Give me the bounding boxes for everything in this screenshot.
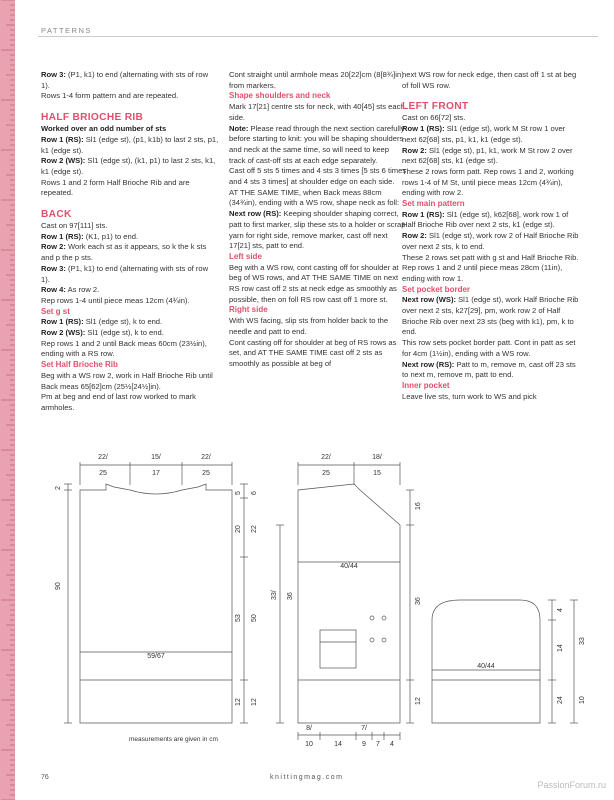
paragraph-lead: Row 1 (RS): (41, 317, 84, 327)
col2-block-2 (229, 102, 407, 252)
paragraph (229, 102, 407, 123)
back-r-6: 6 (251, 491, 258, 495)
col1-block-4 (41, 317, 219, 360)
paragraph (41, 392, 219, 413)
paragraph (229, 188, 407, 209)
paragraph-text: Leave live sts, turn work to WS and pick (402, 391, 537, 401)
back-r-20: 20 (235, 525, 242, 533)
front-b-7: 7/ (361, 725, 367, 732)
paragraph-lead: Next row (RS): (402, 359, 455, 369)
paragraph-text: Pm at beg and end of last row worked to mark armholes. (41, 392, 196, 412)
paragraph (402, 392, 580, 403)
heading-set-main-pattern: Set main pattern (402, 199, 465, 209)
paragraph (41, 264, 219, 285)
paragraph-lead: Row 2 (WS): (41, 328, 86, 338)
paragraph-text: These 2 rows form patt. Rep rows 1 and 2, working rows 1-4 of M St, until piece meas 12cm (4¾in), ending with row 2. (402, 166, 574, 198)
paragraph-text: Cast on 97[111] sts. (41, 221, 108, 231)
paragraph-text: Mark 17[21] centre sts for neck, with 40[45] sts each side. (229, 102, 405, 122)
paragraph (41, 317, 219, 328)
front-top-a: 22/ (321, 454, 331, 461)
paragraph (41, 135, 219, 156)
paragraph (229, 124, 407, 167)
sleeve-r-10: 10 (579, 696, 586, 704)
col3-block-5 (402, 392, 580, 403)
front-outline (298, 484, 400, 723)
paragraph (41, 242, 219, 263)
paragraph-lead: Row 2: (41, 242, 66, 252)
paragraph-text: Cont casting off for shoulder at beg of RS rows as set, and AT THE SAME TIME cast off 2 sts as smoothly as possible at beg of (229, 337, 397, 368)
text-column-3 (402, 70, 580, 402)
measurement-note: measurements are given in cm (129, 736, 218, 743)
paragraph-lead: Next row (WS): (402, 295, 456, 305)
sleeve-r-33: 33 (579, 637, 586, 645)
sleeve-outline (432, 600, 540, 723)
heading-shape-shoulders: Shape shoulders and neck (229, 91, 331, 101)
front-bot-b: 15 (373, 470, 381, 477)
paragraph (402, 231, 580, 252)
paragraph (402, 253, 580, 285)
paragraph (41, 339, 219, 360)
back-r-12b: 12 (251, 698, 258, 706)
heading-half-brioche-rib: HALF BRIOCHE RIB (41, 112, 144, 124)
back-side-90: 90 (55, 582, 62, 590)
paragraph-text: next WS row for neck edge, then cast off 1 st at beg of foll WS row. (402, 70, 577, 90)
front-b-10: 10 (305, 741, 313, 748)
paragraph-text: Beg with a WS row, cont casting off for shoulder at beg of WS rows, and AT THE SAME TIME on next RS row cast off 2 sts at neck edge as smoothly as possible, then on foll RS row cast off 1 more st. (229, 262, 399, 304)
paragraph-text: (K1, p1) to end. (83, 231, 139, 241)
paragraph-lead: Row 2: (402, 145, 427, 155)
watermark: PassionForum.ru (537, 780, 606, 790)
paragraph (41, 328, 219, 339)
back-r-50: 50 (251, 614, 258, 622)
page-number: 76 (41, 774, 49, 781)
paragraph-lead: Row 2: (402, 231, 427, 241)
back-outline (80, 484, 232, 723)
front-b-8: 8/ (306, 725, 312, 732)
paragraph (402, 338, 580, 359)
back-bot-b: 17 (152, 470, 160, 477)
paragraph-text: This row sets pocket border patt. Cont in patt as set for 4cm (1½in), ending with a WS row. (402, 338, 576, 358)
back-r-12a: 12 (235, 698, 242, 706)
paragraph-text: AT THE SAME TIME, when Back meas 88cm (34¾in), ending with a WS row, shape neck as foll: (229, 187, 400, 208)
back-bot-c: 25 (202, 470, 210, 477)
back-top-b: 15/ (151, 454, 161, 461)
front-width: 40/44 (340, 563, 358, 570)
site-url: knittingmag.com (270, 774, 344, 781)
front-b-4: 4 (390, 741, 394, 748)
section-label: PATTERNS (41, 26, 92, 35)
paragraph (229, 166, 407, 187)
paragraph-text: Rep rows 1 and 2 until Back meas 60cm (23½in), ending with a RS row. (41, 338, 207, 359)
heading-set-g-st: Set g st (41, 306, 70, 316)
paragraph (402, 70, 580, 91)
heading-inner-pocket: Inner pocket (402, 380, 450, 390)
paragraph (41, 178, 219, 199)
back-top-c: 22/ (201, 454, 211, 461)
paragraph-lead: Row 2 (WS): (41, 156, 86, 166)
col1-block-1 (41, 70, 219, 102)
paragraph-text: Sl1 (edge st), work row 2 of Half Brioche Rib over next 2 sts, k to end. (402, 231, 579, 251)
paragraph-text: Beg with a WS row 2, work in Half Brioche Rib until Back meas 65[62]cm (25½[24½]in). (41, 370, 213, 391)
paragraph-lead: Row 3: (41, 263, 66, 273)
paragraph-text: These 2 rows set patt with g st and Half Brioche Rib. Rep rows 1 and 2 until piece meas 28cm (11in), ending with row 1. (402, 252, 579, 283)
back-r-22: 22 (251, 525, 258, 533)
paragraph-text: Sl1 (edge st), k to end. (83, 317, 163, 327)
paragraph (402, 167, 580, 199)
col3-block-1 (402, 70, 580, 91)
heading-left-side: Left side (229, 251, 262, 261)
paragraph (41, 70, 219, 91)
paragraph (229, 209, 407, 252)
paragraph-text: (P1, k1) to end (alternating with sts of row 1). (41, 263, 209, 284)
paragraph (41, 221, 219, 232)
paragraph (402, 113, 580, 124)
paragraph (41, 156, 219, 177)
sleeve-r-14: 14 (557, 644, 564, 652)
paragraph-text: Patt to m, remove m, cast off 23 sts to next m, remove m, patt to end. (402, 359, 576, 380)
paragraph-text: As row 2. (65, 285, 100, 295)
paragraph-lead: Row 1 (RS): (402, 209, 445, 219)
paragraph-lead: Row 1 (RS): (41, 134, 84, 144)
col1-block-5 (41, 371, 219, 414)
paragraph-text: Sl1 (edge st), work Half Brioche Rib over next 2 sts, k27[29], pm, work row 2 of Half Brioche Rib over next 23 sts (beg with k1), pm, k to end. (402, 295, 579, 337)
paragraph-text: Cont straight until armhole meas 20[22]cm (8[8¾]in) from markers. (229, 70, 404, 90)
paragraph (402, 210, 580, 231)
back-side-2: 2 (55, 486, 62, 490)
heading-set-pocket-border: Set pocket border (402, 284, 471, 294)
back-width: 59/67 (147, 653, 165, 660)
paragraph-text: With WS facing, slip sts from holder back to the needle and patt to end. (229, 316, 389, 336)
paragraph (402, 146, 580, 167)
paragraph (402, 295, 580, 338)
sleeve-width: 40/44 (477, 663, 495, 670)
paragraph (41, 285, 219, 296)
header-divider (38, 36, 598, 37)
col3-block-2 (402, 113, 580, 199)
paragraph-text: Rows 1 and 2 form Half Brioche Rib and are repeated. (41, 177, 190, 198)
paragraph-text: Rep rows 1-4 until piece meas 12cm (4¾in). (41, 295, 190, 305)
paragraph-text: Please read through the next section carefully before starting to knit: you will be shaping shoulders and neck at the same time, so will need to keep track of cast-off sts at each edge separately. (229, 123, 405, 165)
front-b-9: 9 (362, 741, 366, 748)
front-l-33: 33/ (271, 590, 278, 600)
paragraph-text: Cast off 5 sts 5 times and 4 sts 3 times [5 sts 6 times and 4 sts 3 times] at shoulder edge on each side. (229, 166, 407, 187)
paragraph-text: Cast on 66[72] sts. (402, 113, 466, 123)
front-b-14: 14 (334, 741, 342, 748)
paragraph-text: Sl1 (edge st), k to end. (85, 328, 164, 338)
front-b-7b: 7 (376, 741, 380, 748)
front-l-36: 36 (287, 592, 294, 600)
paragraph-lead: Row 1 (RS): (402, 124, 445, 134)
paragraph-text: Sl1 (edge st), (k1, p1) to last 2 sts, k1, k1 (edge st). (41, 156, 216, 176)
paragraph-text: Sl1 (edge st), p1, k1, work M St row 2 over next 62[68] sts, k1 (edge st). (402, 145, 573, 166)
col1-block-3 (41, 221, 219, 307)
paragraph-lead: Row 4: (41, 285, 66, 295)
front-r-12: 12 (415, 697, 422, 705)
back-r-53: 53 (235, 614, 242, 622)
paragraph-lead: Row 3: (41, 70, 66, 79)
sleeve-r-24: 24 (557, 696, 564, 704)
paragraph (41, 371, 219, 392)
paragraph-text: Keeping shoulder shaping correct, patt to first marker, slip these sts to a holder or scrap yarn for right side, remove marker, cast off next 17[21] sts, patt to end. (229, 209, 406, 251)
paragraph (41, 232, 219, 243)
heading-set-half-brioche: Set Half Brioche Rib (41, 360, 118, 370)
back-r-5: 5 (235, 491, 242, 495)
text-column-1 (41, 70, 219, 414)
heading-back: BACK (41, 209, 72, 221)
paragraph-lead: Note: (229, 123, 249, 133)
col2-block-3 (229, 263, 407, 306)
paragraph-text: Rows 1-4 form pattern and are repeated. (41, 91, 179, 101)
paragraph (229, 70, 407, 91)
front-r-16: 16 (415, 502, 422, 510)
front-r-36: 36 (415, 597, 422, 605)
paragraph-text: Work each st as it appears, so k the k sts and p the p sts. (41, 242, 207, 263)
paragraph-text: Sl1 (edge st), work M St row 1 over next 62[68] sts, p1, k1, k1 (edge st). (402, 124, 566, 144)
schematic-diagrams (0, 440, 614, 760)
col1-block-2 (41, 124, 219, 199)
paragraph-text: Sl1 (edge st), (p1, k1b) to last 2 sts, p1, k1 (edge st). (41, 134, 219, 155)
paragraph-text: (P1, k1) to end (alternating with sts of row 1). (41, 70, 209, 90)
paragraph (41, 91, 219, 102)
heading-left-front: LEFT FRONT (402, 101, 469, 113)
col3-block-4 (402, 295, 580, 381)
paragraph (402, 360, 580, 381)
paragraph (229, 263, 407, 306)
paragraph (41, 296, 219, 307)
paragraph (41, 124, 219, 135)
back-bot-a: 25 (99, 470, 107, 477)
col2-block-1 (229, 70, 407, 91)
back-top-a: 22/ (98, 454, 108, 461)
paragraph-lead: Next row (RS): (229, 209, 282, 219)
paragraph-text: Sl1 (edge st), k62[68], work row 1 of Half Brioche Rib over next 2 sts, k1 (edge st). (402, 209, 569, 230)
front-top-b: 18/ (372, 454, 382, 461)
paragraph (402, 124, 580, 145)
paragraph (229, 316, 407, 337)
paragraph (229, 338, 407, 370)
col3-block-3 (402, 210, 580, 285)
paragraph-lead: Worked over an odd number of sts (41, 124, 167, 134)
col2-block-4 (229, 316, 407, 370)
heading-right-side: Right side (229, 305, 268, 315)
paragraph-lead: Row 1 (RS): (41, 231, 84, 241)
text-column-2 (229, 70, 407, 370)
sleeve-r-4: 4 (557, 608, 564, 612)
front-bot-a: 25 (322, 470, 330, 477)
